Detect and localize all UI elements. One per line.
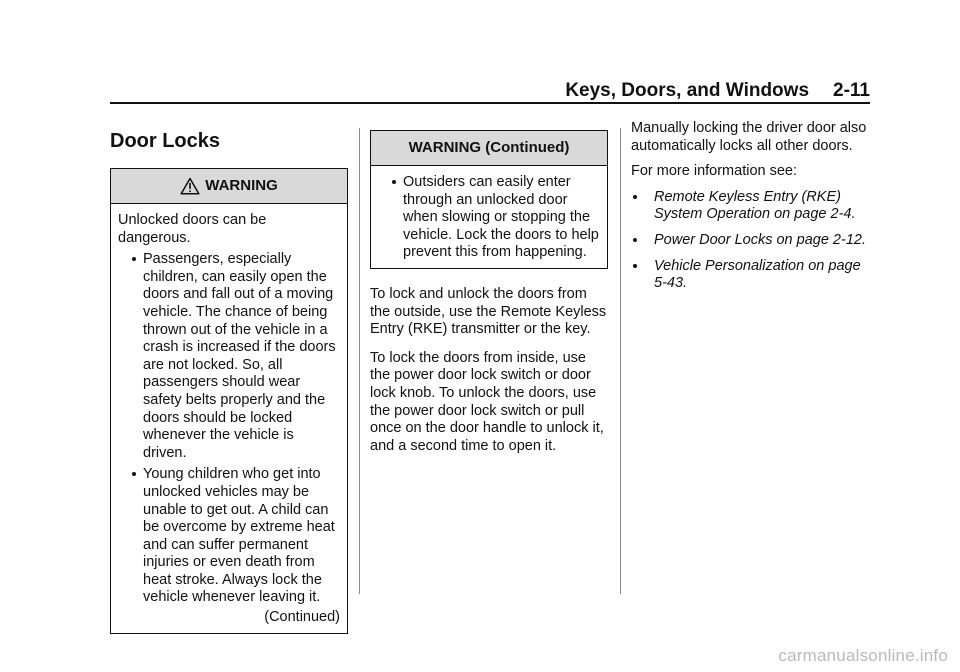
header-title: [565, 80, 870, 102]
warning-title: WARNING (Continued): [408, 139, 570, 157]
column-1: [110, 120, 348, 634]
warning-triangle-icon: [180, 177, 200, 195]
reference-link[interactable]: Remote Keyless Entry (RKE) System Operation on page 2-4.: [631, 189, 871, 224]
warning-box: [110, 168, 348, 634]
warning-intro: Unlocked doors can be dangerous.: [118, 212, 267, 246]
section-heading: Door Locks: [110, 130, 221, 152]
warning-box-continued: [370, 130, 608, 269]
reference-list: [631, 189, 871, 293]
warning-bullet: Passengers, especially children, can easily open the doors and fall out of a moving vehicle. The chance of being thrown out of the vehicle in a crash is increased if the doors are not locked. So, all passengers should wear safety belts properly and the doors should be locked whenever the vehicle is driven.: [118, 251, 340, 462]
warning-header: [371, 131, 607, 166]
warning-title: WARNING: [205, 177, 278, 195]
reference-link[interactable]: Power Door Locks on page 2-12.: [631, 232, 871, 250]
column-divider: [620, 128, 621, 594]
warning-bullet: Young children who get into unlocked vehicles may be unable to get out. A child can be overcome by extreme heat and can suffer permanent injuries or even death from heat stroke. Always lock the vehicle whenever leaving it.: [118, 466, 340, 607]
section-title: Keys, Doors, and Windows: [565, 80, 810, 101]
warning-body: [111, 204, 347, 633]
body-paragraph: To lock and unlock the doors from the outside, use the Remote Keyless Entry (RKE) transmitter or the key.: [370, 285, 607, 338]
warning-bullets: [118, 251, 340, 607]
see-also-label: For more information see:: [631, 163, 798, 180]
column-divider: [359, 128, 360, 594]
warning-body: [371, 166, 607, 268]
column-2: [370, 120, 608, 455]
watermark: carmanualsonline.info: [778, 646, 948, 665]
body-paragraph: To lock the doors from inside, use the power door lock switch or door lock knob. To unlock the doors, use the power door lock switch or pull once on the door handle to unlock it, and a second time to open it.: [370, 349, 604, 454]
body-paragraph: Manually locking the driver door also automatically locks all other doors.: [631, 120, 867, 154]
warning-bullets: [378, 174, 600, 262]
warning-bullet: Outsiders can easily enter through an unlocked door when slowing or stopping the vehicle. Lock the doors to help prevent this from happening.: [378, 174, 600, 262]
warning-header: [111, 169, 347, 204]
page-header: [110, 78, 870, 104]
column-3: [631, 120, 871, 293]
continued-note: (Continued): [264, 609, 340, 626]
reference-link[interactable]: Vehicle Personalization on page 5-43.: [631, 258, 871, 293]
page-number: 2-11: [833, 80, 870, 101]
